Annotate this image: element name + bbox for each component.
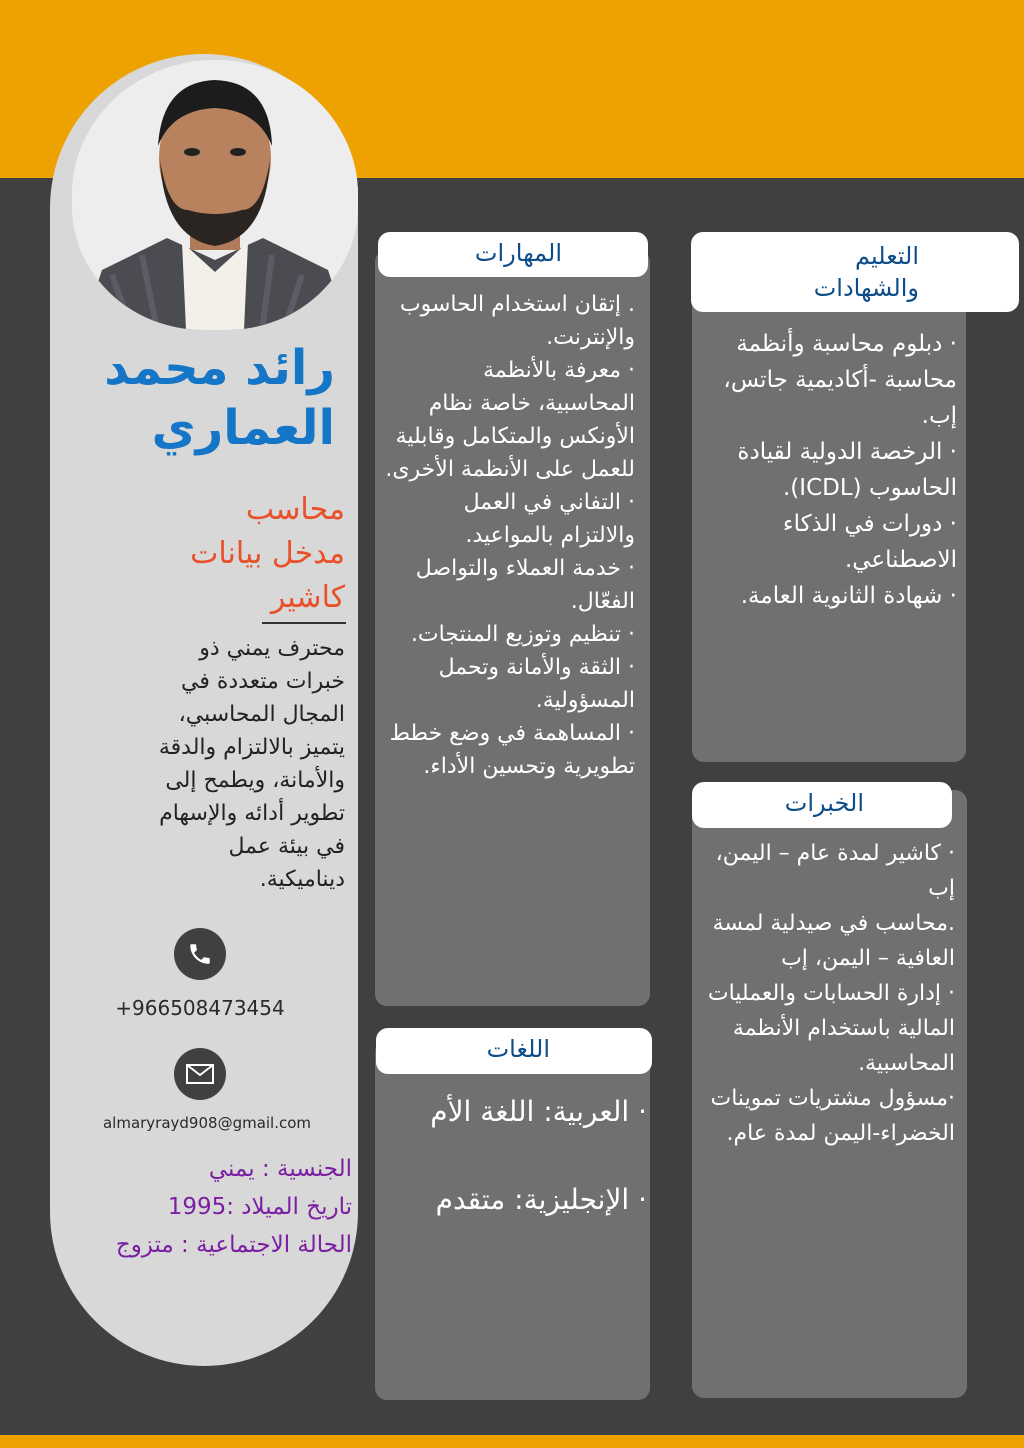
education-list: [705, 326, 957, 614]
job-titles: [150, 488, 345, 620]
email-address[interactable]: almaryrayd908@gmail.com: [102, 1114, 312, 1132]
experience-list: [705, 836, 955, 1151]
list-item: . إتقان استخدام الحاسوب والإنترنت.: [399, 292, 635, 350]
list-item: · التفاني في العمل والالتزام بالمواعيد.: [463, 490, 635, 548]
profile-photo: [72, 60, 358, 330]
personal-info: [56, 1150, 352, 1264]
marital-status: الحالة الاجتماعية : متزوج: [115, 1232, 352, 1258]
nationality: الجنسية : يمني: [208, 1156, 352, 1182]
list-item: · إدارة الحسابات والعمليات المالية باستخدام الأنظمة المحاسبية.: [707, 981, 955, 1076]
list-item: · معرفة بالأنظمة المحاسبية، خاصة نظام الأونكس والمتكامل وقابلية للعمل على الأنظمة الأخرى.: [385, 358, 635, 482]
list-item: .محاسب في صيدلية لمسة العافية – اليمن، إب: [712, 911, 955, 971]
job-title: كاشير: [270, 580, 345, 615]
list-item: · الإنجليزية: متقدم: [435, 1183, 647, 1216]
list-item: · العربية: اللغة الأم: [430, 1095, 647, 1128]
list-item: ·مسؤول مشتريات تموينات الخضراء-اليمن لمدة عام.: [710, 1086, 955, 1146]
languages-header: اللغات: [376, 1028, 652, 1074]
list-item: · شهادة الثانوية العامة.: [740, 583, 957, 609]
experience-header: الخبرات: [692, 782, 952, 828]
list-item: · تنظيم وتوزيع المنتجات.: [410, 622, 635, 647]
phone-icon: [174, 928, 226, 980]
birth-date: تاريخ الميلاد :1995: [167, 1194, 352, 1220]
list-item: · دورات في الذكاء الاصطناعي.: [782, 511, 957, 573]
envelope-icon: [174, 1048, 226, 1100]
job-title: مدخل بيانات: [190, 536, 345, 571]
full-name: رائد محمد العماري: [104, 340, 335, 456]
list-item: · الثقة والأمانة وتحمل المسؤولية.: [438, 655, 635, 713]
list-item: · دبلوم محاسبة وأنظمة محاسبة -أكاديمية جاتس، إب.: [723, 331, 957, 429]
skills-list: [385, 288, 635, 783]
education-header: التعليم والشهادات: [691, 232, 1019, 312]
titles-underline: [262, 622, 346, 624]
phone-number[interactable]: +966508473454: [115, 996, 285, 1020]
list-item: · خدمة العملاء والتواصل الفعّال.: [415, 556, 635, 614]
skills-header: المهارات: [378, 232, 648, 277]
bottom-accent-band: [0, 1435, 1024, 1448]
list-item: · المساهمة في وضع خطط تطويرية وتحسين الأداء.: [389, 721, 635, 779]
job-title: محاسب: [245, 492, 345, 527]
languages-list: [385, 1090, 647, 1266]
list-item: · الرخصة الدولية لقيادة الحاسوب (ICDL).: [737, 439, 957, 501]
profile-summary: محترف يمني ذو خبرات متعددة في المجال المحاسبي، يتميز بالالتزام والدقة والأمانة، ويطمح إلى تطوير أدائه والإسهام في بيئة عمل ديناميكية.: [158, 636, 345, 892]
list-item: · كاشير لمدة عام – اليمن، إب: [715, 841, 955, 901]
